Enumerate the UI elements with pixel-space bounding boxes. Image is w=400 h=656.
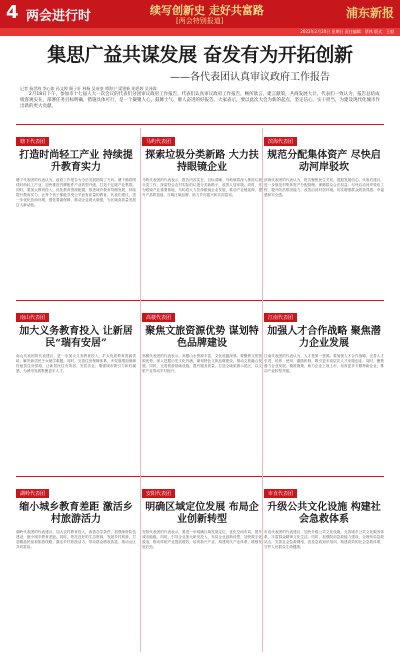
article-title: 加大义务教育投入 让新居民“瑞有安居” [19,326,133,349]
main-headline: 集思广益共谋发展 奋发有为开拓创新 [47,44,353,66]
article-title: 规范分配集体资产 尽快启动河岸驳坎 [267,150,381,173]
delegation-tag: 安阳代表团 [142,489,175,498]
bylines: 记者 杨世海 李心如 孙文婷 顾子轩 林杨 吴成豪 谭海宁 梁建新 胡思婷 吴泽霖 [20,86,157,91]
article-body: 安阳代表团的代表表示，要进一步明确区域发展定位，优化空间布局，提升城市能级。同时，引导企业加大研发投入，布局企业创新转型，加快数字化改造，推动传统产业提质增效，培育新兴产业，构建现代产业体系，增强发展后劲。 [142,530,262,549]
dateline: 2022年2月20日 星期日 责任编辑：蔡林 版式：王毅 [0,28,400,36]
article-title: 升级公共文化设施 构建社会急救体系 [267,502,381,525]
divider [16,476,384,477]
delegation-tag: 市直代表团 [264,489,297,498]
article [16,480,136,652]
delegation-tag: 马屿代表团 [142,137,175,146]
divider [16,300,384,301]
column-rule [262,128,263,652]
masthead-bar [0,0,400,28]
article-title: 打造时尚轻工产业 持续提升教育实力 [19,150,133,173]
sub-headline: ——各代表团认真审议政府工作报告 [170,72,330,83]
article [140,304,262,472]
delegation-tag: 滨海代表团 [264,137,297,146]
article-title: 探索垃圾分类新路 大力扶持眼镜企业 [145,150,259,173]
delegation-tag: 塘下代表团 [16,137,49,146]
delegation-tag: 江南代表团 [264,313,297,322]
delegation-tag: 湖岭代表团 [16,489,49,498]
article-body: 市直代表团的代表建议，加快升级公共文化设施，完善城乡公共文化服务体系，丰富群众精神文化生活。同时，加强院前急救能力建设，合理布局急救站点，完善社会急救网络，普及急救知识培训，构建高效的社会急救体系，守护人民群众生命健康。 [264,530,384,549]
article-title: 缩小城乡教育差距 激活乡村旅游活力 [19,502,133,525]
article [140,480,262,652]
special-report-label: [两会特别报道] [176,17,224,25]
page-number: 4 [6,2,19,23]
article [140,128,262,296]
article-body: 马屿代表团的代表表示，报告内容实在，目标清晰。马屿镇将深入推进垃圾分类工作，探索符合农村实际的垃圾分类新路子，改善人居环境。同时，作为眼镜产业重要基地，马屿将大力扶持眼镜企业发展，推动产业链延伸，提升产品附加值，打响区域品牌，助力乡村振兴和共同富裕。 [142,178,262,197]
paper-logo: 浦东新报 [345,6,394,20]
article-body: 南山代表团的代表建议，进一步加大义务教育投入，扩大优质教育资源供给，解决新居民子女就学难题。同时，完善住房保障体系，多渠道增加保障性租赁住房供给，让新居民住有所居、安居乐业，增强城市吸引力和归属感，为城市发展集聚更多人才。 [16,354,136,373]
section-name: 两会进行时 [26,9,92,24]
article-body: 江南代表团的代表认为，人才是第一资源。要加强人才合作战略，完善人才引进、培养、使用、激励机制，吸引更多高层次人才来瑞创业。同时，聚焦潜力企业发展，精准施策，助力企业上规上市，培育更多专精特新企业，推动产业转型升级。 [264,354,384,373]
article [264,480,384,652]
slogan: 续写创新史 走好共富路 [150,4,264,17]
article [264,304,384,472]
article-title: 明确区域定位发展 布局企业创新转型 [145,502,259,525]
article-body: 湖岭代表团的代表建议，加大农村教育投入，改善办学条件，加强师资队伍建设，缩小城乡教育差距。同时，依托良好的生态资源，发展乡村旅游，打造精品民宿和旅游线路，激活乡村旅游活力，带动群众增收致富，推动山区共同富裕。 [16,530,136,549]
article-body: 高楼代表团的代表表示，高楼山水资源丰富，文化底蕴深厚。要聚焦文旅资源优势，深入挖掘历史文化内涵，谋划特色文旅品牌建设，推动文旅融合发展。同时，完善旅游基础设施，提升服务质量，打造全域旅游示范区，以文旅产业带动乡村振兴。 [142,354,262,373]
article-body: 滨海代表团的代表认为，报告聚焦民生关切，提振发展信心。代表们建议，进一步规范村集体资产分配管理，保障群众合法权益；尽快启动河岸驳坎工程，提升防洪排涝能力，改善沿河村居环境，切实增强群众的获得感、幸福感和安全感。 [264,178,384,197]
article [264,128,384,296]
article [16,128,136,296]
article-title: 聚焦文旅资源优势 谋划特色品牌建设 [145,326,259,349]
article-body: 塘下代表团的代表认为，政府工作报告为今后发展指明了方向。塘下镇将围绕时尚轻工产业，加快推进汽摩配件产业转型升级，打造千亿级产业集群。同时，要加大教育投入，优化教育资源配置，推进城乡教育均衡发展，持续提升教育实力，让每个孩子都能享受公平而有质量的教育。代表们建议，进一步优化营商环境，强化要素保障，推动企业做大做强，为区域高质量发展注入新动能。 [16,178,136,207]
delegation-tag: 高楼代表团 [142,313,175,322]
article-title: 加强人才合作战略 聚焦潜力企业发展 [267,326,381,349]
delegation-tag: 南山代表团 [16,313,49,322]
lead-paragraph: 2月18日下午，参加市十七届人大一次会议的代表们分团审议政府工作报告。代表们认真审议政府工作报告，畅所欲言，建言献策，共商发展大计。代表们一致认为，报告总结成绩客观实在，部署任务目标明确，措施具体可行，是一个凝聚人心、鼓舞士气、催人奋进的好报告。大家表示，要以此次大会为新的起点，坚定信心、实干担当，为建设现代化城市作出新的更大贡献。 [20,92,380,109]
divider [16,124,384,125]
article [16,304,136,472]
